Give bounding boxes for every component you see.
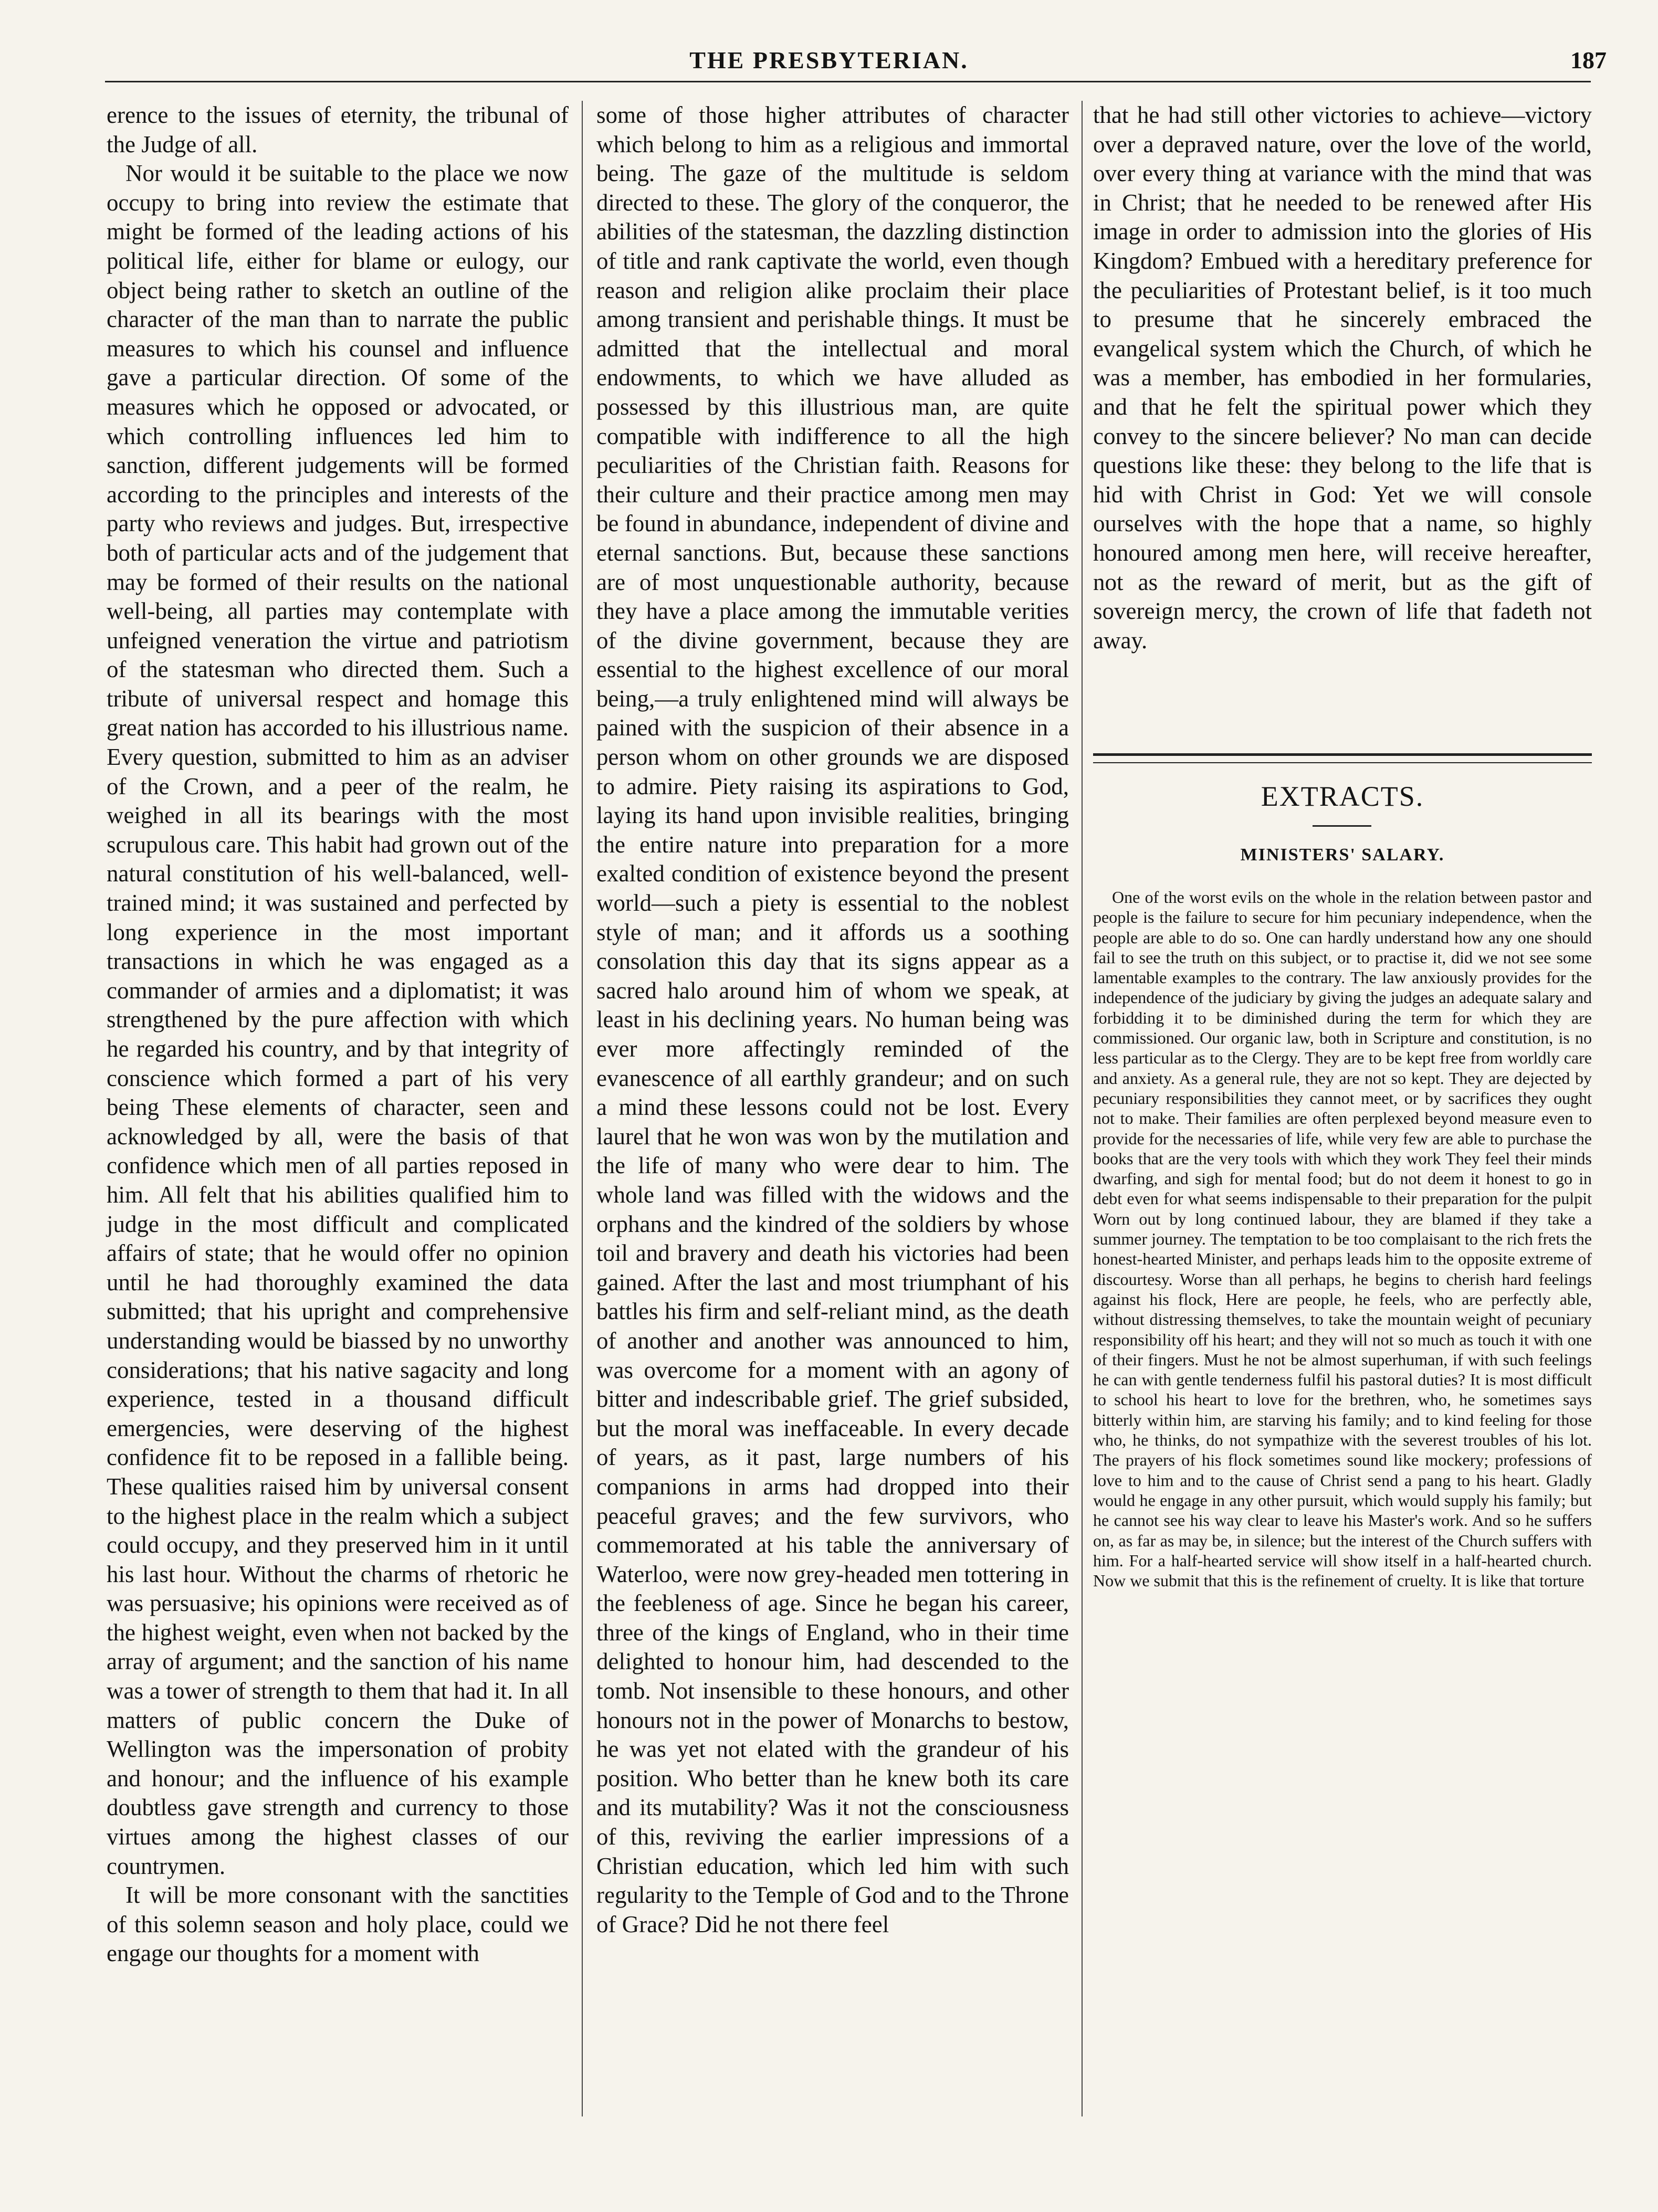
extract-article-body <box>1093 887 1592 2115</box>
header-rule <box>105 81 1591 82</box>
running-header-title: THE PRESBYTERIAN. <box>689 47 969 73</box>
column1-paragraph-3: It will be more consonant with the sanctities of this solemn season and holy place, could we engage our thoughts for a moment with <box>107 1882 569 1967</box>
text-column-2 <box>596 101 1069 2116</box>
page-number: 187 <box>1570 47 1607 73</box>
column1-paragraph-2: Nor would it be suitable to the place we now occupy to bring into review the estimate that might be formed of the leading actions of his political life, either for blame or eulogy, our object being rather to sketch an outline of the character of the man than to narrate the public measures to which his counsel and influence gave a particular direction. Of some of the measures which he opposed or advocated, or which controlling influences led him to sanction, different judgements will be formed according to the principles and interests of the party who reviews and judges. But, irrespective both of particular acts and of the judgement that may be formed of their results on the national well-being, all parties may contemplate with unfeigned veneration the virtue and patriotism of the statesman who directed them. Such a tribute of universal respect and homage this great nation has accorded to his illustrious name. Every question, submitted to him as an adviser of the Crown, and a peer of the realm, he weighed in all its bearings with the most scrupulous care. This habit had grown out of the natural constitution of his well-balanced, well-trained mind; it was sustained and perfected by long experience in the most important transactions in which he was engaged as a commander of armies and a diplomatist; it was strengthened by the pure affection with which he regarded his country, and by that integrity of conscience which formed a part of his very being These elements of character, seen and acknowledged by all, were the basis of that confidence which men of all parties reposed in him. All felt that his abilities qualified him to judge in the most difficult and complicated affairs of state; that he would offer no opinion until he had thoroughly examined the data submitted; that his upright and comprehensive understanding would be biassed by no unworthy considerations; that his native sagacity and long experience, tested in a thousand difficult emergencies, were deserving of the highest confidence fit to be reposed in a fallible being. These qualities raised him by universal consent to the highest place in the realm which a subject could occupy, and they preserved him in it until his last hour. Without the charms of rhetoric he was persuasive; his opinions were received as of the highest weight, even when not backed by the array of argument; and the sanction of his name was a tower of strength to them that had it. In all matters of public concern the Duke of Wellington was the impersonation of probity and honour; and the influence of his example doubtless gave strength and currency to those virtues among the highest classes of our countrymen. <box>107 160 569 1879</box>
article-title: MINISTERS' SALARY. <box>1240 845 1445 865</box>
column1-paragraph-1: erence to the issues of eternity, the tribunal of the Judge of all. <box>107 102 569 157</box>
column3-paragraph-1: that he had still other victories to achieve—victory over a depraved nature, over the love of the world, over every thing at variance with the mind that was in Christ; that he needed to be renewed after His image in order to admission into the glories of His Kingdom? Embued with a hereditary preference for the peculiarities of Protestant belief, is it too much to presume that he sincerely embraced the evangelical system which the Church, of which he was a member, has embodied in her formularies, and that he felt the spiritual power which they convey to the sincere believer? No man can decide questions like these: they belong to the life that is hid with Christ in God: Yet we will console ourselves with the hope that a name, so highly honoured among men here, will receive hereafter, not as the reward of merit, but as the gift of sovereign mercy, the crown of life that fadeth not away. <box>1093 102 1592 654</box>
section-double-rule <box>1093 753 1592 763</box>
text-column-3 <box>1093 101 1592 655</box>
column-divider-right <box>1082 101 1083 2116</box>
text-column-1 <box>107 101 569 2116</box>
extracts-heading: EXTRACTS. <box>1261 781 1424 812</box>
column2-paragraph-1: some of those higher attributes of character which belong to him as a religious and immortal being. The gaze of the multitude is seldom directed to these. The glory of the conqueror, the abilities of the statesman, the dazzling distinction of title and rank captivate the world, even though reason and religion alike proclaim their place among transient and perishable things. It must be admitted that the intellectual and moral endowments, to which we have alluded as possessed by this illustrious man, are quite compatible with indifference to all the high peculiarities of the Christian faith. Reasons for their culture and their practice among men may be found in abundance, independent of divine and eternal sanctions. But, because these sanctions are of most unquestionable authority, because they have a place among the immutable verities of the divine government, because they are essential to the highest excellence of our moral being,—a truly enlightened mind will always be pained with the suspicion of their absence in a person whom on other grounds we are disposed to admire. Piety raising its aspirations to God, laying its hand upon invisible realities, bringing the entire nature into preparation for a more exalted condition of existence beyond the present world—such a piety is essential to the noblest style of man; and it affords us a soothing consolation this day that its signs appear as a sacred halo around him of whom we speak, at least in his declining years. No human being was ever more affectingly reminded of the evanescence of all earthly grandeur; and on such a mind these lessons could not be lost. Every laurel that he won was won by the mutilation and the life of many who were dear to him. The whole land was filled with the widows and the orphans and the kindred of the soldiers by whose toil and bravery and death his victories had been gained. After the last and most triumphant of his battles his firm and self-reliant mind, as the death of another and another was announced to him, was overcome for a moment with an agony of bitter and indescribable grief. The grief subsided, but the moral was ineffaceable. In every decade of years, as it past, large numbers of his companions in arms had dropped into their peaceful graves; and the few survivors, who commemorated at his table the anniversary of Waterloo, were now grey-headed men tottering in the feebleness of age. Since he began his career, three of the kings of England, who in their time delighted to honour him, had descended to the tomb. Not insensible to these honours, and other honours not in the power of Monarchs to bestow, he was yet not elated with the grandeur of his position. Who better than he knew both its care and its mutability? Was it not the consciousness of this, reviving the earlier impressions of a Christian education, which led him with such regularity to the Temple of God and to the Throne of Grace? Did he not there feel <box>596 102 1069 1937</box>
heading-short-rule <box>1313 825 1371 827</box>
extract-paragraph: One of the worst evils on the whole in the relation between pastor and people is the failure to secure for him pecuniary independence, when the people are able to do so. One can hardly understand how any one should fail to see the truth on this subject, or to practise it, did we not see some lamentable examples to the contrary. The law anxiously provides for the independence of the judiciary by giving the judges an adequate salary and forbidding it to be diminished during the term for which they are commissioned. Our organic law, both in Scripture and constitution, is no less particular as to the Clergy. They are to be kept free from worldly care and anxiety. As a general rule, they are not so kept. They are dejected by pecuniary responsibilities they cannot meet, or by sacrifices they ought not to make. Their families are often perplexed beyond measure even to provide for the necessaries of life, while very few are able to purchase the books that are the very tools with which they work They feel their minds dwarfing, and sigh for mental food; but do not deem it honest to go in debt even for what seems indispensable to their preparation for the pulpit Worn out by long continued labour, they are blamed if they take a summer journey. The temptation to be too complaisant to the rich frets the honest-hearted Minister, and perhaps leads him to the opposite extreme of discourtesy. Worse than all perhaps, he begins to cherish hard feelings against his flock, Here are people, he feels, who are perfectly able, without distressing themselves, to take the mountain weight of pecuniary responsibility off his heart; and they will not so much as touch it with one of their fingers. Must he not be almost superhuman, if with such feelings he can with gentle tenderness fulfil his pastoral duties? It is most difficult to school his heart to love for the brethren, who, he sometimes says bitterly within him, are starving his family; and to kind feeling for those who, he thinks, do not sympathize with the severest troubles of his lot. The prayers of his flock sometimes sound like mockery; professions of love to him and to the cause of Christ send a pang to his heart. Gladly would he engage in any other pursuit, which would supply his family; but he cannot see his way clear to leave his Master's work. And so he suffers on, as far as may be, in silence; but the interest of the Church suffers with him. For a half-hearted service will show itself in a half-hearted church. Now we submit that this is the refinement of cruelty. It is like that torture <box>1093 888 1592 1590</box>
column-divider-left <box>582 101 583 2116</box>
